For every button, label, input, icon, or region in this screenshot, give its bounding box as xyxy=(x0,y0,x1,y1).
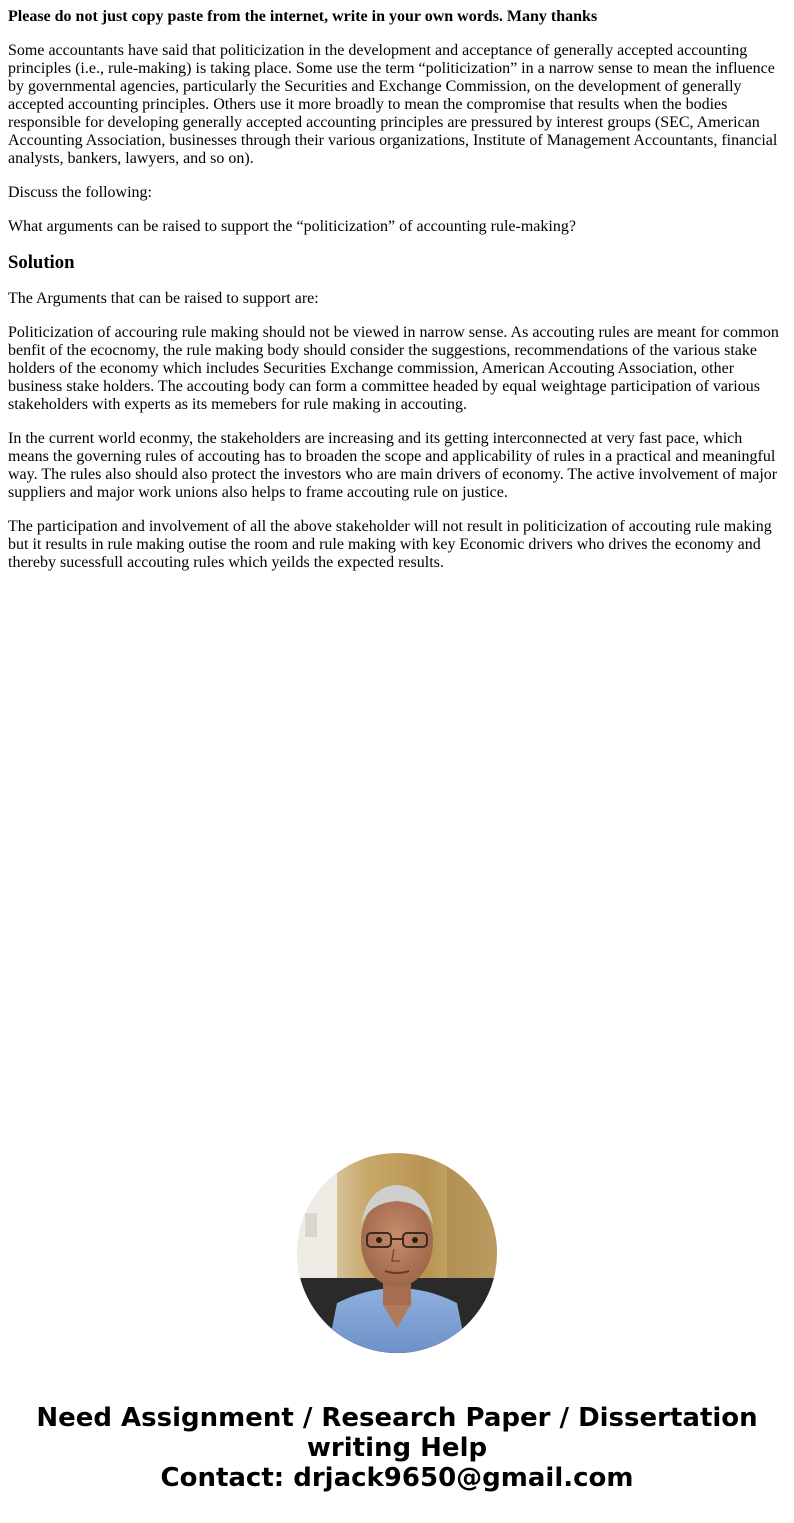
solution-heading: Solution xyxy=(8,252,75,273)
solution-paragraph: The participation and involvement of all the above stakeholder will not result in politicization of accouting rule making but it results in rule making outise the room and rule making with key Economic drivers who drives the economy and thereby sucessfull accouting rules which yeilds the expected results. xyxy=(8,518,772,571)
question-intro: Some accountants have said that politicization in the development and acceptance of generally accepted accounting principles (i.e., rule-making) is taking place. Some use the term “politicization” in a narrow sense to mean the influence by governmental agencies, particularly the Securities and Exchange Commission, on the development of generally accepted accounting principles. Others use it more broadly to mean the compromise that results when the bodies responsible for developing generally accepted accounting principles are pressured by interest groups (SEC, American Accounting Association, businesses through their various organizations, Institute of Management Accountants, financial analysts, bankers, lawyers, and so on). xyxy=(8,42,778,167)
promo-line: Need Assignment / Research Paper / Dissertation xyxy=(36,1403,758,1433)
promo-banner xyxy=(0,1403,794,1493)
solution-paragraph: In the current world econmy, the stakeholders are increasing and its getting interconnected at very fast pace, which means the governing rules of accouting has to broaden the scope and applicability of rules in a practical and meaningful way. The rules also should also protect the investors who are main drivers of economy. The active involvement of major suppliers and major work unions also helps to frame accouting rule on justice. xyxy=(8,430,778,501)
solution-paragraph: Politicization of accouring rule making should not be viewed in narrow sense. As accouting rules are meant for common benfit of the ecocnomy, the rule making body should consider the suggestions, recommendations of the various stake holders of the economy which includes Securities Exchange commission, American Accouting Association, other business stake holders. The accouting body can form a committee headed by equal weightage participation of various stakeholders with experts as its memebers for rule making in accouting. xyxy=(8,324,779,413)
avatar xyxy=(297,1153,497,1353)
question-prompt: What arguments can be raised to support the “politicization” of accounting rule-making? xyxy=(8,218,576,235)
discuss-label: Discuss the following: xyxy=(8,184,152,201)
solution-paragraph: The Arguments that can be raised to support are: xyxy=(8,290,319,307)
contact-email: Contact: drjack9650@gmail.com xyxy=(160,1463,634,1493)
article xyxy=(8,8,786,588)
promo-line: writing Help xyxy=(306,1433,488,1463)
instruction-text: Please do not just copy paste from the internet, write in your own words. Many thanks xyxy=(8,8,598,25)
avatar-portrait-icon xyxy=(297,1153,497,1353)
